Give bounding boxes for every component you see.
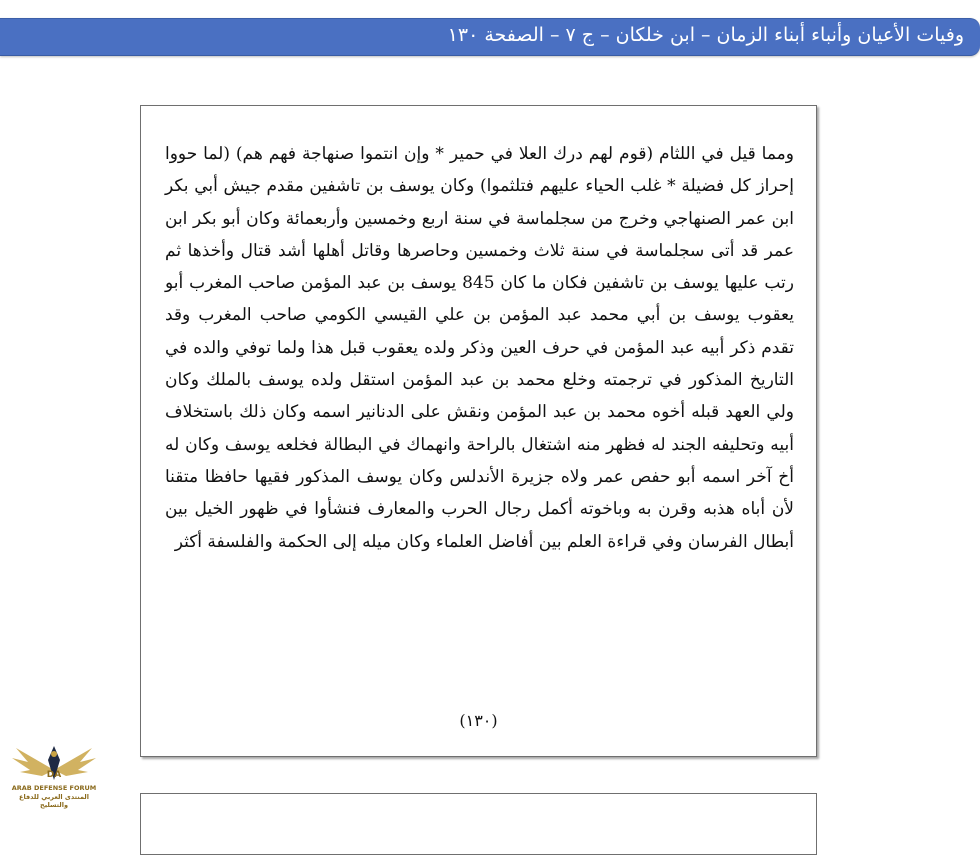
next-document-page (140, 793, 817, 855)
watermark-logo-letters: DA (46, 770, 62, 780)
page-number: (١٣٠) (459, 711, 498, 730)
document-title: وفيات الأعيان وأنباء أبناء الزمان – ابن خلكان – ج ٧ – الصفحة ١٣٠ (447, 24, 964, 46)
document-title-bar (0, 18, 980, 56)
watermark-forum-subtitle: المنتدى العربي للدفاع والتسليح (19, 793, 89, 809)
page-body-text: ومما قيل في اللثام (قوم لهم درك العلا في حمير * وإن انتموا صنهاجة فهم هم) (لما حووا إحراز كل فضيلة * غلب الحياء عليهم فتلثموا) وكان يوسف بن تاشفين مقدم جيش أبي بكر ابن عمر الصنهاجي وخرج من سجلماسة في سنة اربع وخمسين وأربعمائة وكان أبو بكر ابن عمر قد أتى سجلماسة في سنة ثلاث وخمسين وحاصرها وقاتل أهلها أشد قتال وأخذها ثم رتب عليها يوسف بن تاشفين فكان ما كان 845 يوسف بن عبد المؤمن صاحب المغرب أبو يعقوب يوسف بن أبي محمد عبد المؤمن بن علي القيسي الكومي صاحب المغرب وقد تقدم ذكر أبيه عبد المؤمن في حرف العين وذكر ولده يعقوب قبل هذا ولما توفي والده في التاريخ المذكور في ترجمته وخلع محمد بن عبد المؤمن استقل ولده يوسف بالملك وكان ولي العهد قبله أخوه محمد بن عبد المؤمن ونقش على الدنانير اسمه وكان ذلك باستخلاف أبيه وتحليفه الجند له فظهر منه اشتغال بالراحة وانهماك في البطالة فخلعه يوسف وكان له أخ آخر اسمه أبو حفص عمر ولاه جزيرة الأندلس وكان يوسف المذكور فقيها حافظا متقنا لأن أباه هذبه وقرن به وباخوته أكمل رجال الحرب والمعارف فنشأوا في ظهور الخيل بين أبطال الفرسان وفي قراءة العلم بين أفاضل العلماء وكان ميله إلى الحكمة والفلسفة أكثر (165, 144, 794, 552)
forum-watermark-logo (8, 740, 100, 809)
watermark-forum-name: ARAB DEFENSE FORUM (11, 784, 97, 792)
document-page (140, 105, 817, 757)
